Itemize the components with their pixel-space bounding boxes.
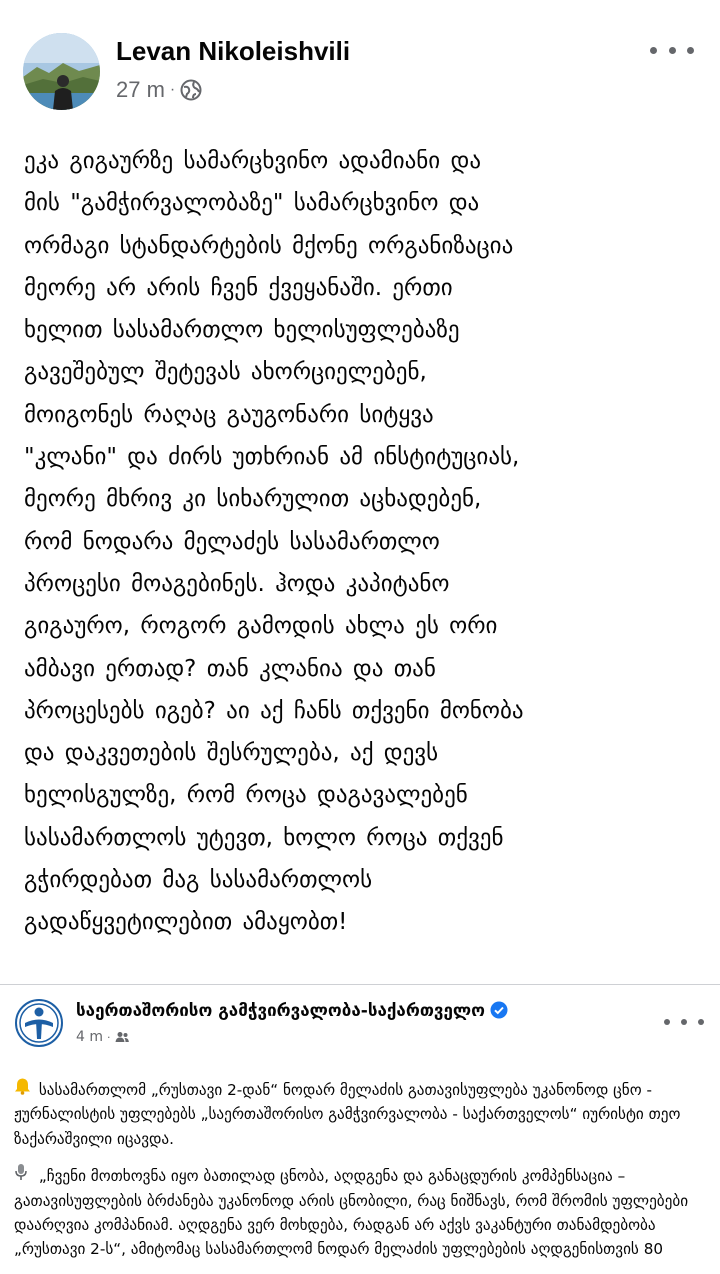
shared-post-text	[14, 1077, 708, 1274]
more-dot	[664, 1019, 670, 1025]
shared-page-name-text[interactable]: საერთაშორისო გამჭვირვალობა-საქართველო	[76, 1001, 486, 1021]
more-dot	[650, 47, 657, 54]
shared-paragraph-1-text: სასამართლომ „რუსთავი 2-დან“ ნოდარ მელაძის გათავისუფლება უკანონოდ ცნო - ჟურნალისტის უფლებებს „საერთაშორისო გამჭვირვალობა - საქართველოს“ იურისტი თეო ზაქარაშვილი იცავდა.	[14, 1081, 681, 1148]
post-header	[0, 0, 720, 120]
more-dot	[669, 47, 676, 54]
shared-more-options-icon[interactable]	[664, 1015, 704, 1029]
shared-paragraph-2-text: „ჩვენი მოთხოვნა იყო ბათილად ცნობა, აღდგენა და განაცდურის კომპენსაცია – გათავისუფლების ბრძანება უკანონოდ არის ცნობილი, რაც ნიშნავს, რომ შრომის უფლებები დაარღვია კომპანიამ. აღდგენა ვერ მოხდება, რადგან არ აქვს ვაკანტური თანამდებობა „რუსთავი 2-ს“, ამიტომაც სასამართლომ ნოდარ მელაძის უფლებების აღდგენისთვის 80	[14, 1167, 689, 1259]
transparency-international-logo[interactable]	[15, 999, 63, 1047]
shared-paragraph	[14, 1163, 708, 1262]
shared-meta	[76, 1027, 129, 1047]
shared-page-name[interactable]	[76, 1001, 616, 1021]
post-meta	[116, 76, 202, 104]
meta-separator: ·	[169, 81, 176, 98]
more-dot	[698, 1019, 704, 1025]
microphone-icon	[14, 1163, 34, 1188]
more-dot	[681, 1019, 687, 1025]
globe-icon[interactable]	[180, 79, 202, 101]
avatar-photo	[23, 33, 100, 110]
verified-badge-icon	[490, 1001, 508, 1019]
shared-timestamp[interactable]: 4 m	[76, 1029, 103, 1045]
post-timestamp[interactable]: 27 m	[116, 77, 165, 102]
shared-paragraph	[14, 1077, 708, 1151]
bell-icon	[14, 1077, 34, 1102]
meta-separator: ·	[107, 1030, 111, 1044]
friends-icon[interactable]	[115, 1030, 129, 1044]
author-avatar[interactable]	[23, 33, 100, 110]
post-text: ეკა გიგაურზე სამარცხვინო ადამიანი და მის "გამჭირვალობაზე" სამარცხვინო და ორმაგი სტანდარტების მქონე ორგანიზაცია მეორე არ არის ჩვენ ქვეყანაში. ერთი ხელით სასამართლო ხელისუფლებაზე გავეშებულ შეტევას ახორციელებენ, მოიგონეს რაღაც გაუგონარი სიტყვა "კლანი" და ძირს უთხრიან ამ ინსტიტუციას, მეორე მხრივ კი სიხარულით აცხადებენ, რომ ნოდარა მელაძეს სასამართლო პროცესი მოაგებინეს. ჰოდა კაპიტანო გიგაურო, როგორ გამოდის ახლა ეს ორი ამბავი ერთად? თან კლანია და თან პროცესებს იგებ? აი აქ ჩანს თქვენი მონობა და დაკვეთების შესრულება, აქ დევს ხელისგულზე, რომ როცა დაგავალებენ სასამართლოს უტევთ, ხოლო როცა თქვენ გჭირდებათ მაგ სასამართლოს გადაწყვეტილებით ამაყობთ!	[24, 148, 524, 936]
more-dot	[687, 47, 694, 54]
author-name[interactable]: Levan Nikoleishvili	[116, 36, 351, 66]
shared-post[interactable]	[0, 984, 720, 1269]
more-options-icon[interactable]	[650, 40, 694, 60]
